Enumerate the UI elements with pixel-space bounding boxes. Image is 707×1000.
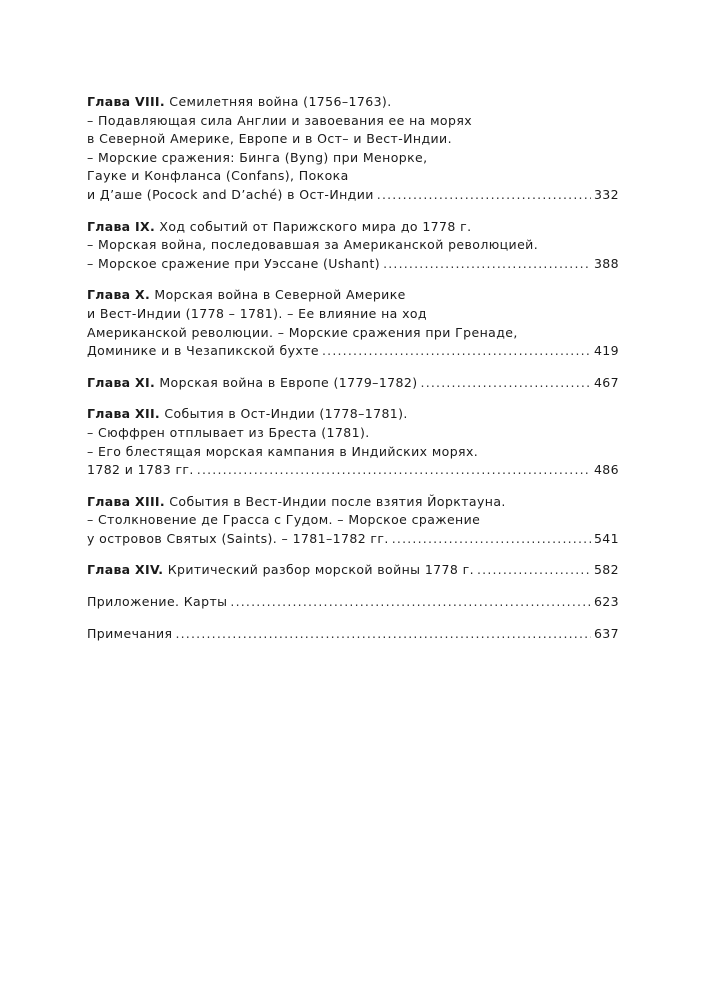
toc-entry-line: – Подавляющая сила Англии и завоевания ее на морях bbox=[87, 112, 473, 128]
toc-entry-line: Американской революции. – Морские сражения при Гренаде, bbox=[87, 324, 518, 340]
dot-leader bbox=[322, 342, 591, 361]
dot-leader bbox=[175, 625, 590, 644]
toc-entry-chapter-11[interactable] bbox=[87, 374, 619, 393]
table-of-contents bbox=[87, 93, 619, 656]
chapter-title: Семилетняя война (1756–1763). bbox=[164, 94, 392, 109]
toc-entry-heading-line bbox=[87, 286, 619, 305]
toc-entry-heading-line bbox=[87, 561, 474, 580]
toc-entry-chapter-13[interactable] bbox=[87, 493, 619, 549]
dot-leader bbox=[383, 255, 591, 274]
dot-leader bbox=[421, 374, 591, 393]
chapter-title: Критический разбор морской войны 1778 г. bbox=[163, 562, 474, 578]
toc-entry-chapter-12[interactable] bbox=[87, 405, 619, 479]
toc-entry-line: Гауке и Конфланса (Confans), Покока bbox=[87, 168, 349, 184]
page-number: 623 bbox=[593, 594, 619, 610]
toc-entry-line: у островов Святых (Saints). – 1781–1782 гг. bbox=[87, 530, 389, 546]
toc-entry-line: – Сюффрен отплывает из Бреста (1781). bbox=[87, 424, 370, 440]
chapter-label: Глава XIV. bbox=[87, 562, 164, 578]
toc-entry-line: Приложение. Карты bbox=[87, 594, 228, 610]
toc-entry-line: и Вест-Индии (1778 – 1781). – Ее влияние на ход bbox=[87, 305, 427, 321]
chapter-title: Ход событий от Парижского мира до 1778 г. bbox=[155, 218, 472, 234]
toc-entry-line: в Северной Америке, Европе и в Ост– и Вест-Индии. bbox=[87, 131, 452, 147]
toc-entry-line: Примечания bbox=[87, 625, 173, 641]
toc-entry-last-line bbox=[87, 461, 619, 480]
toc-entry-heading-line bbox=[87, 493, 619, 512]
toc-entry-last-line bbox=[87, 186, 619, 205]
toc-entry-line: – Морская война, последовавшая за Американской революцией. bbox=[87, 237, 539, 253]
chapter-label: Глава XII. bbox=[87, 406, 160, 422]
toc-entry-line: – Морское сражение при Уэссане (Ushant) bbox=[87, 255, 381, 271]
page-number: 541 bbox=[593, 530, 619, 546]
page-number: 486 bbox=[593, 462, 619, 478]
chapter-label: Глава XIII. bbox=[87, 493, 165, 509]
page-number: 332 bbox=[593, 186, 619, 202]
page-number: 388 bbox=[593, 255, 619, 271]
toc-entry-chapter-9[interactable] bbox=[87, 218, 619, 274]
toc-entry-chapter-10[interactable] bbox=[87, 286, 619, 360]
toc-entry-heading-line bbox=[87, 93, 619, 112]
toc-entry-line: 1782 и 1783 гг. bbox=[87, 462, 194, 478]
toc-entry-last-line bbox=[87, 530, 619, 549]
toc-entry-chapter-14[interactable] bbox=[87, 561, 619, 580]
page-number: 637 bbox=[593, 625, 619, 641]
dot-leader bbox=[392, 530, 591, 549]
page-number: 467 bbox=[593, 374, 619, 390]
chapter-title: События в Ост-Индии (1778–1781). bbox=[159, 406, 408, 422]
toc-entry-last-line bbox=[87, 561, 619, 580]
page-number: 419 bbox=[593, 343, 619, 359]
chapter-label: Глава X. bbox=[87, 287, 151, 303]
toc-entry-line: – Столкновение де Грасса с Гудом. – Морское сражение bbox=[87, 512, 481, 528]
chapter-title: События в Вест-Индии после взятия Йорктауна. bbox=[164, 493, 506, 509]
chapter-label: Глава XI. bbox=[87, 374, 155, 390]
toc-entry-chapter-8[interactable] bbox=[87, 93, 619, 205]
dot-leader bbox=[377, 186, 591, 205]
toc-entry-last-line bbox=[87, 374, 619, 393]
dot-leader bbox=[477, 561, 591, 580]
toc-entry-last-line bbox=[87, 342, 619, 361]
toc-entry-appendix[interactable] bbox=[87, 593, 619, 612]
dot-leader bbox=[197, 461, 591, 480]
chapter-title: Морская война в Северной Америке bbox=[150, 287, 406, 303]
page-number: 582 bbox=[593, 562, 619, 578]
dot-leader bbox=[230, 593, 591, 612]
toc-entry-heading-line bbox=[87, 374, 418, 393]
toc-entry-line: и Д’аше (Pocock and D’aché) в Ост-Индии bbox=[87, 186, 374, 202]
toc-entry-last-line bbox=[87, 593, 619, 612]
toc-entry-last-line bbox=[87, 255, 619, 274]
toc-entry-line: – Его блестящая морская кампания в Индийских морях. bbox=[87, 443, 479, 459]
toc-entry-notes[interactable] bbox=[87, 625, 619, 644]
chapter-label: Глава VIII. bbox=[87, 94, 165, 109]
toc-entry-line: – Морские сражения: Бинга (Byng) при Менорке, bbox=[87, 149, 428, 165]
chapter-label: Глава IX. bbox=[87, 218, 155, 234]
toc-entry-heading-line bbox=[87, 218, 619, 237]
toc-entry-line: Доминике и в Чезапикской бухте bbox=[87, 343, 319, 359]
toc-entry-last-line bbox=[87, 625, 619, 644]
chapter-title: Морская война в Европе (1779–1782) bbox=[155, 374, 418, 390]
toc-entry-heading-line bbox=[87, 405, 619, 424]
